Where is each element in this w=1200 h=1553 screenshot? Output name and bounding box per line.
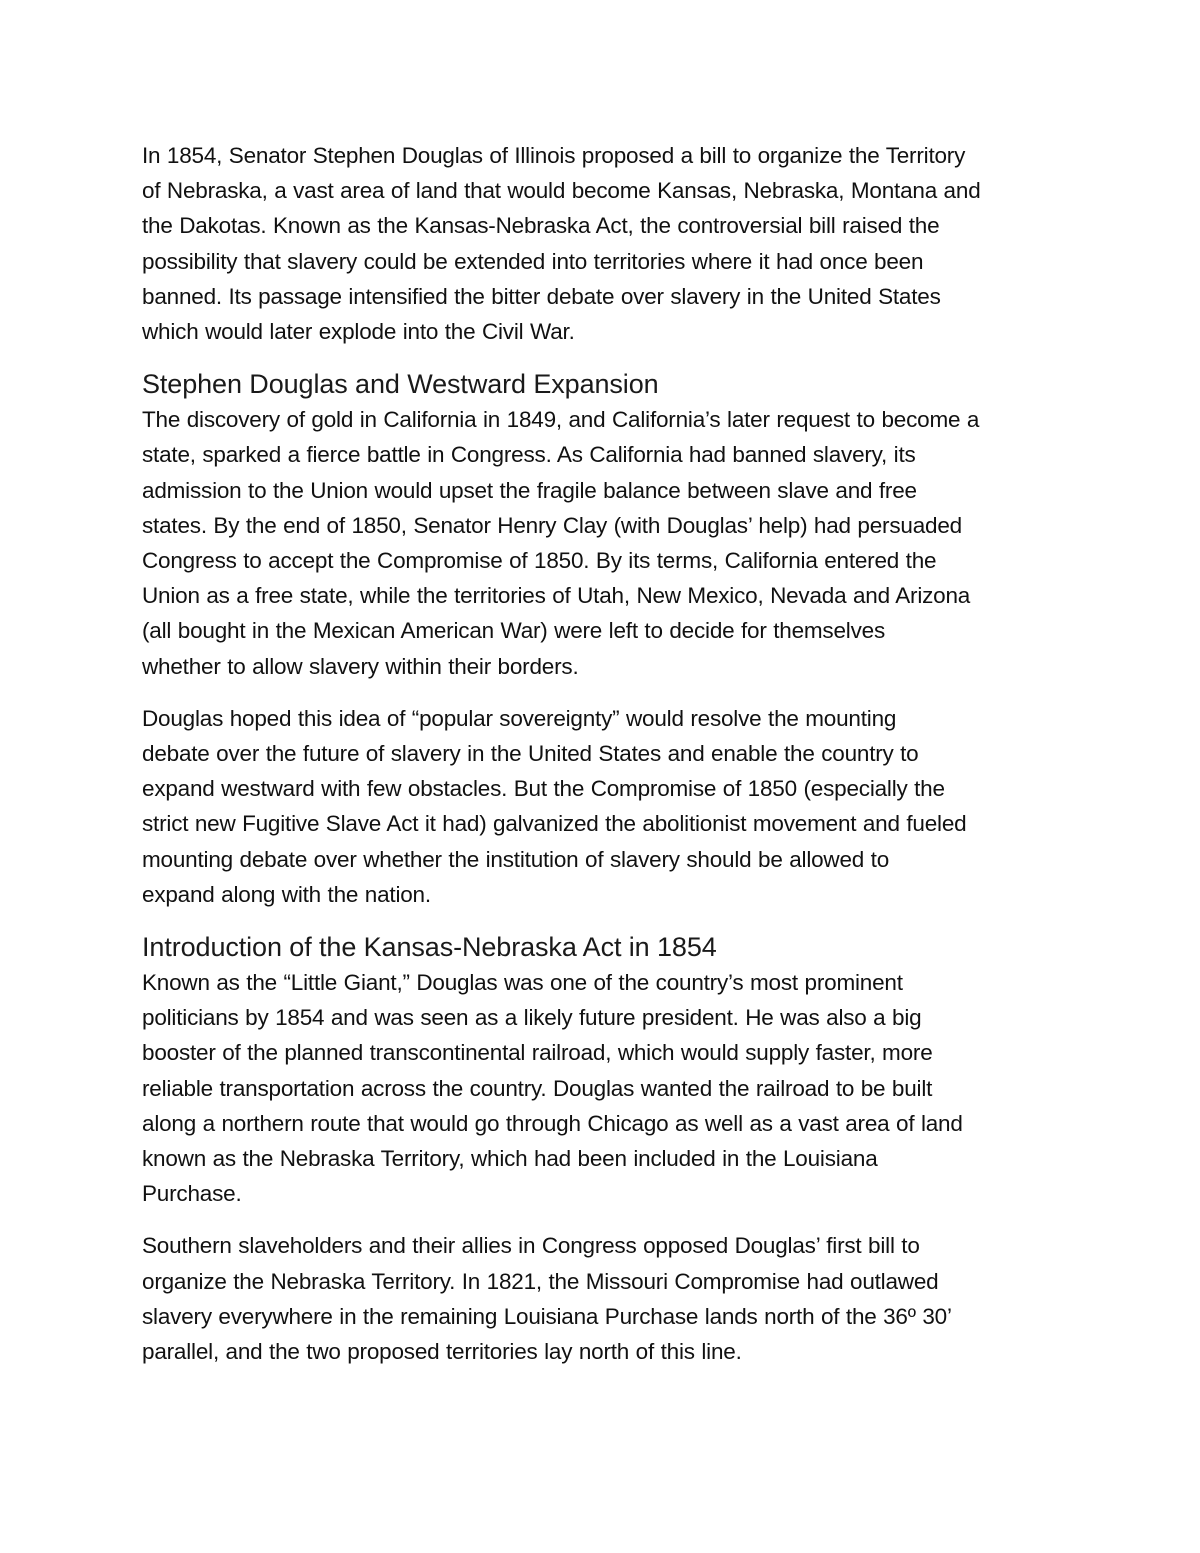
text-line: expand along with the nation.	[142, 881, 431, 907]
text-line: Congress to accept the Compromise of 1850. By its terms, California entered the	[142, 548, 937, 574]
text-line: state, sparked a fierce battle in Congress. As California had banned slavery, its	[142, 442, 916, 468]
intro-paragraph	[142, 138, 1060, 349]
section-kansas-nebraska-act	[142, 929, 1060, 1369]
text-line: Southern slaveholders and their allies in Congress opposed Douglas’ first bill to	[142, 1233, 920, 1259]
section-paragraph	[142, 701, 1060, 912]
text-line: possibility that slavery could be extended into territories where it had once been	[142, 248, 924, 274]
section-paragraph	[142, 402, 1060, 684]
text-line: Purchase.	[142, 1181, 242, 1207]
text-line: The discovery of gold in California in 1849, and California’s later request to become a	[142, 407, 980, 433]
text-line: the Dakotas. Known as the Kansas-Nebraska Act, the controversial bill raised the	[142, 213, 940, 239]
text-line: of Nebraska, a vast area of land that would become Kansas, Nebraska, Montana and	[142, 178, 981, 204]
text-line: Douglas hoped this idea of “popular sovereignty” would resolve the mounting	[142, 705, 897, 731]
text-line: Known as the “Little Giant,” Douglas was one of the country’s most prominent	[142, 970, 903, 996]
document-body	[142, 138, 1060, 1386]
text-line: slavery everywhere in the remaining Louisiana Purchase lands north of the 36º 30’	[142, 1303, 952, 1329]
text-line: known as the Nebraska Territory, which had been included in the Louisiana	[142, 1146, 878, 1172]
text-line: expand westward with few obstacles. But the Compromise of 1850 (especially the	[142, 776, 945, 802]
section-paragraph	[142, 965, 1060, 1211]
text-line: whether to allow slavery within their borders.	[142, 653, 579, 679]
text-line: reliable transportation across the country. Douglas wanted the railroad to be built	[142, 1075, 933, 1101]
text-line: banned. Its passage intensified the bitter debate over slavery in the United States	[142, 283, 941, 309]
text-line: Union as a free state, while the territories of Utah, New Mexico, Nevada and Arizona	[142, 583, 971, 609]
text-line: debate over the future of slavery in the United States and enable the country to	[142, 741, 919, 767]
text-line: booster of the planned transcontinental railroad, which would supply faster, more	[142, 1040, 933, 1066]
section-heading: Stephen Douglas and Westward Expansion	[142, 369, 659, 400]
text-line: admission to the Union would upset the fragile balance between slave and free	[142, 477, 917, 503]
text-line: mounting debate over whether the institution of slavery should be allowed to	[142, 846, 890, 872]
text-line: which would later explode into the Civil War.	[142, 319, 575, 345]
text-line: In 1854, Senator Stephen Douglas of Illinois proposed a bill to organize the Territory	[142, 143, 966, 168]
text-line: strict new Fugitive Slave Act it had) galvanized the abolitionist movement and fueled	[142, 811, 967, 837]
section-westward-expansion	[142, 366, 1060, 912]
section-heading: Introduction of the Kansas-Nebraska Act in 1854	[142, 932, 717, 963]
text-line: politicians by 1854 and was seen as a likely future president. He was also a big	[142, 1005, 922, 1031]
text-line: (all bought in the Mexican American War) were left to decide for themselves	[142, 618, 886, 644]
text-line: parallel, and the two proposed territories lay north of this line.	[142, 1339, 742, 1365]
text-line: states. By the end of 1850, Senator Henry Clay (with Douglas’ help) had persuaded	[142, 512, 962, 538]
section-paragraph	[142, 1228, 1060, 1369]
text-line: organize the Nebraska Territory. In 1821, the Missouri Compromise had outlawed	[142, 1268, 939, 1294]
text-line: along a northern route that would go through Chicago as well as a vast area of land	[142, 1110, 963, 1136]
